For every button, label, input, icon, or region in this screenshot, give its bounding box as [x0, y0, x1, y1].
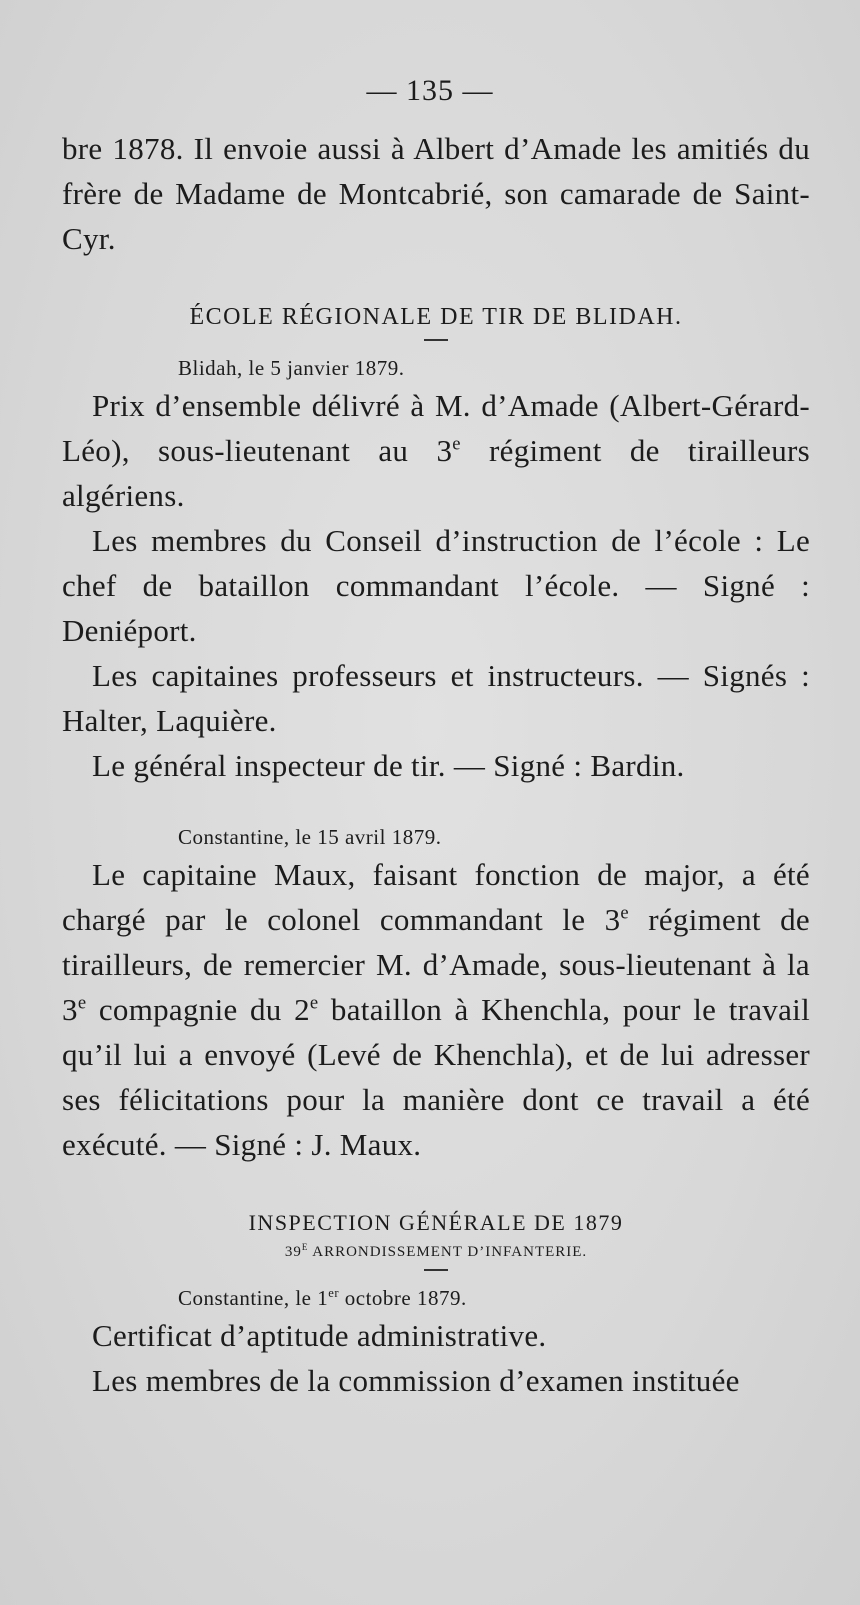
text-run: Le capitaine Maux, faisant fonction de major, a été chargé par le colonel commandant le 3	[62, 857, 810, 937]
superscript: e	[620, 902, 629, 924]
paragraph: Certificat d’aptitude administrative.	[92, 1318, 547, 1353]
text-run: compagnie du 2	[86, 992, 310, 1027]
divider	[424, 339, 448, 341]
superscript: e	[77, 992, 87, 1014]
section-subheading	[62, 1241, 810, 1263]
paragraph: Le général inspecteur de tir. — Signé : Bardin.	[92, 748, 685, 783]
section-heading: INSPECTION GÉNÉRALE DE 1879	[248, 1210, 624, 1235]
paragraph	[62, 852, 810, 1167]
divider	[424, 1269, 448, 1271]
text-run: 39	[284, 1244, 302, 1260]
dateline	[178, 1283, 810, 1313]
text-run: ARRONDISSEMENT D’INFANTERIE.	[308, 1244, 588, 1260]
paragraph: Les capitaines professeurs et instructeurs. — Signés : Halter, Laquière.	[62, 658, 810, 738]
paragraph: Les membres du Conseil d’instruction de l’école : Le chef de bataillon commandant l’école. — Signé : Deniéport.	[62, 523, 810, 648]
paragraph: bre 1878. Il envoie aussi à Albert d’Amade les amitiés du frère de Madame de Montcabrié, son camarade de Saint-Cyr.	[62, 131, 810, 256]
body-text	[62, 126, 810, 1403]
text-run: octobre 1879.	[339, 1286, 467, 1310]
superscript: e	[309, 992, 319, 1014]
text-run: régiment de tirailleurs, de remercier M. d’Amade, sous-lieutenant à la 3	[62, 902, 810, 1027]
section-heading: ÉCOLE RÉGIONALE DE TIR DE BLIDAH.	[189, 304, 683, 330]
text-run: bataillon à Khenchla, pour le travail qu’il lui a envoyé (Levé de Khenchla), et de lui adresser ses félicitations pour la manière dont ce travail a été exécuté. — Signé : J. Maux.	[62, 992, 810, 1162]
page-number: — 135 —	[366, 74, 494, 107]
dateline: Constantine, le 15 avril 1879.	[178, 825, 442, 849]
text-run: Constantine, le 1	[178, 1286, 329, 1310]
text-run: Prix d’ensemble délivré à M. d’Amade (Albert-Gérard-Léo), sous-lieutenant au 3	[62, 388, 810, 468]
text-run: régiment de tirailleurs algériens.	[62, 433, 810, 513]
dateline: Blidah, le 5 janvier 1879.	[178, 356, 405, 380]
superscript: e	[452, 433, 461, 455]
superscript: E	[301, 1242, 309, 1252]
paragraph	[62, 383, 810, 518]
superscript: er	[328, 1286, 340, 1300]
paragraph: Les membres de la commission d’examen instituée	[92, 1363, 740, 1398]
